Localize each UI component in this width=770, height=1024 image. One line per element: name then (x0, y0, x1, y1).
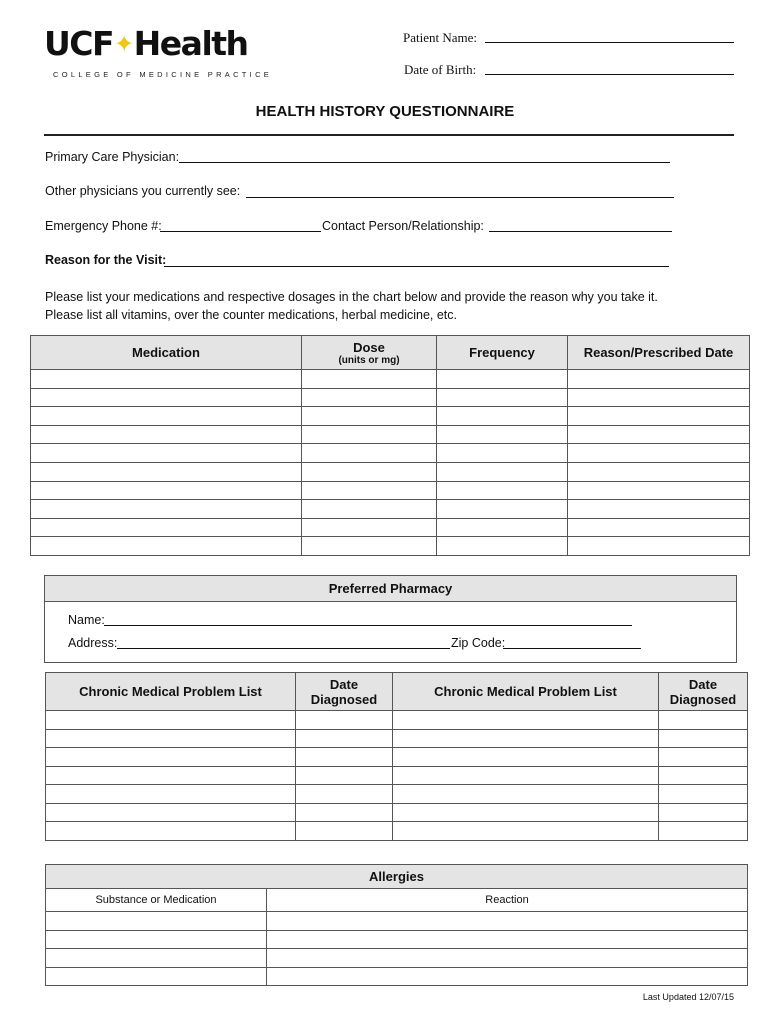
primary-care-label: Primary Care Physician: (45, 150, 180, 164)
pharmacy-address-label: Address: (68, 636, 118, 650)
logo-subtitle: COLLEGE OF MEDICINE PRACTICE (53, 70, 273, 79)
medication-row-cell[interactable] (302, 444, 437, 463)
emergency-phone-field[interactable] (160, 231, 321, 232)
chronic-problem-row-cell[interactable] (659, 729, 748, 748)
medication-row-cell[interactable] (568, 518, 750, 537)
allergy-row-cell[interactable] (46, 967, 267, 986)
medication-row-cell[interactable] (437, 388, 568, 407)
dose-header-label: Dose (353, 339, 385, 355)
pharmacy-zip-label: Zip Code: (451, 636, 506, 650)
medication-row (31, 481, 750, 500)
pharmacy-heading: Preferred Pharmacy (45, 576, 736, 602)
frequency-header: Frequency (437, 336, 568, 370)
medication-row (31, 518, 750, 537)
chronic-problem-row-cell[interactable] (393, 711, 659, 730)
medication-rows (31, 370, 750, 556)
chronic-problem-row-cell[interactable] (393, 803, 659, 822)
medication-row-cell[interactable] (31, 462, 302, 481)
title-divider (44, 134, 734, 136)
medication-row-cell[interactable] (568, 537, 750, 556)
date-diagnosed-header-1 (296, 673, 393, 711)
medication-row-cell[interactable] (568, 425, 750, 444)
dob-label: Date of Birth: (404, 62, 477, 77)
chronic-problem-row (46, 785, 748, 804)
allergies-table (45, 864, 748, 986)
chronic-problem-row-cell[interactable] (659, 748, 748, 767)
chronic-problem-row-cell[interactable] (46, 803, 296, 822)
dose-header (302, 336, 437, 370)
allergy-row-cell[interactable] (267, 930, 748, 949)
chronic-problem-header-1: Chronic Medical Problem List (46, 673, 296, 711)
chronic-problem-row (46, 748, 748, 767)
chronic-problem-row-cell[interactable] (296, 766, 393, 785)
medication-row-cell[interactable] (437, 407, 568, 426)
medication-row-cell[interactable] (437, 370, 568, 389)
chronic-problem-row-cell[interactable] (393, 748, 659, 767)
medication-row-cell[interactable] (31, 481, 302, 500)
chronic-problem-row-cell[interactable] (296, 785, 393, 804)
chronic-problem-row-cell[interactable] (296, 711, 393, 730)
allergy-row-cell[interactable] (46, 912, 267, 931)
medication-row-cell[interactable] (437, 481, 568, 500)
contact-person-label: Contact Person/Relationship: (322, 219, 484, 233)
date-diagnosed-header-2-line1: Date (688, 676, 718, 692)
medication-row (31, 407, 750, 426)
primary-care-field[interactable] (179, 162, 670, 163)
medication-row-cell[interactable] (31, 537, 302, 556)
medication-table (30, 335, 750, 556)
chronic-problem-row (46, 729, 748, 748)
allergies-heading: Allergies (46, 865, 748, 889)
medication-row-cell[interactable] (31, 388, 302, 407)
allergy-row-cell[interactable] (46, 949, 267, 968)
patient-name-label: Patient Name: (403, 30, 478, 45)
medication-row-cell[interactable] (31, 370, 302, 389)
allergy-row-cell[interactable] (267, 967, 748, 986)
chronic-problem-row-cell[interactable] (393, 766, 659, 785)
logo-text-health: Health (133, 24, 248, 63)
medication-row-cell[interactable] (302, 407, 437, 426)
chronic-problem-row-cell[interactable] (296, 748, 393, 767)
medication-header: Medication (31, 336, 302, 370)
allergy-rows (46, 912, 748, 986)
medication-row-cell[interactable] (302, 500, 437, 519)
medication-row-cell[interactable] (568, 500, 750, 519)
medication-row-cell[interactable] (568, 407, 750, 426)
emergency-phone-label: Emergency Phone #: (45, 219, 162, 233)
medication-row-cell[interactable] (302, 537, 437, 556)
date-diagnosed-header-1-line1: Date (329, 676, 359, 692)
chronic-problem-row-cell[interactable] (296, 803, 393, 822)
pharmacy-name-label: Name: (68, 613, 105, 627)
medication-row-cell[interactable] (568, 370, 750, 389)
logo-text-ucf: UCF (44, 24, 114, 63)
medication-row-cell[interactable] (437, 462, 568, 481)
chronic-problem-row-cell[interactable] (46, 822, 296, 841)
chronic-problem-row-cell[interactable] (659, 711, 748, 730)
allergy-row (46, 912, 748, 931)
allergy-row (46, 930, 748, 949)
pharmacy-zip-field[interactable] (503, 648, 641, 649)
chronic-problem-row-cell[interactable] (659, 803, 748, 822)
chronic-problem-header-2: Chronic Medical Problem List (393, 673, 659, 711)
last-updated: Last Updated 12/07/15 (642, 992, 734, 1002)
medication-row-cell[interactable] (302, 388, 437, 407)
date-diagnosed-header-1-line2: Diagnosed (310, 691, 378, 707)
chronic-problem-row-cell[interactable] (393, 785, 659, 804)
medication-row-cell[interactable] (302, 518, 437, 537)
patient-name-field[interactable] (485, 42, 734, 43)
allergy-row (46, 949, 748, 968)
medication-row-cell[interactable] (31, 444, 302, 463)
chronic-problem-row-cell[interactable] (393, 729, 659, 748)
instructions-line-1: Please list your medications and respective dosages in the chart below and provide the reason why you take it. (45, 290, 658, 304)
allergy-row-cell[interactable] (267, 912, 748, 931)
medication-row-cell[interactable] (31, 518, 302, 537)
other-physicians-label: Other physicians you currently see: (45, 184, 241, 198)
chronic-problems-table (45, 672, 748, 841)
chronic-problem-row-cell[interactable] (659, 822, 748, 841)
date-diagnosed-header-2 (659, 673, 748, 711)
medication-row-cell[interactable] (568, 388, 750, 407)
medication-row-cell[interactable] (568, 481, 750, 500)
medication-row-cell[interactable] (568, 462, 750, 481)
medication-row-cell[interactable] (302, 425, 437, 444)
medication-row-cell[interactable] (437, 425, 568, 444)
chronic-problem-row-cell[interactable] (46, 785, 296, 804)
chronic-problem-row-cell[interactable] (296, 729, 393, 748)
dose-header-units: (units or mg) (338, 354, 400, 366)
chronic-problem-row-cell[interactable] (46, 711, 296, 730)
star-icon: ✦ (114, 30, 133, 58)
chronic-problem-row (46, 766, 748, 785)
allergy-row-cell[interactable] (267, 949, 748, 968)
reaction-header: Reaction (267, 889, 748, 912)
medication-row (31, 370, 750, 389)
substance-header: Substance or Medication (46, 889, 267, 912)
medication-row-cell[interactable] (302, 481, 437, 500)
chronic-problem-row-cell[interactable] (659, 766, 748, 785)
contact-person-field[interactable] (489, 231, 672, 232)
pharmacy-address-field[interactable] (117, 648, 450, 649)
medication-row-cell[interactable] (302, 370, 437, 389)
reason-visit-label: Reason for the Visit: (45, 253, 167, 267)
allergy-row-cell[interactable] (46, 930, 267, 949)
medication-row (31, 500, 750, 519)
medication-row-cell[interactable] (302, 462, 437, 481)
chronic-problem-rows (46, 711, 748, 841)
medication-row (31, 462, 750, 481)
chronic-problem-row-cell[interactable] (296, 822, 393, 841)
page-title: HEALTH HISTORY QUESTIONNAIRE (255, 103, 515, 120)
instructions-line-2: Please list all vitamins, over the counter medications, herbal medicine, etc. (45, 308, 457, 322)
dob-field[interactable] (485, 74, 734, 75)
medication-row (31, 425, 750, 444)
chronic-problem-row-cell[interactable] (393, 822, 659, 841)
chronic-problem-row-cell[interactable] (46, 729, 296, 748)
medication-row (31, 388, 750, 407)
chronic-problem-row-cell[interactable] (46, 748, 296, 767)
medication-row-cell[interactable] (437, 444, 568, 463)
pharmacy-box (44, 575, 737, 663)
medication-row-cell[interactable] (568, 444, 750, 463)
medication-row (31, 537, 750, 556)
other-physicians-field[interactable] (246, 197, 674, 198)
medication-row-cell[interactable] (31, 500, 302, 519)
chronic-problem-row (46, 711, 748, 730)
medication-row-cell[interactable] (437, 518, 568, 537)
medication-row-cell[interactable] (31, 425, 302, 444)
reason-date-header: Reason/Prescribed Date (568, 336, 750, 370)
ucf-health-logo (44, 26, 248, 65)
chronic-problem-row-cell[interactable] (46, 766, 296, 785)
chronic-problem-row (46, 803, 748, 822)
allergy-row (46, 967, 748, 986)
chronic-problem-row-cell[interactable] (659, 785, 748, 804)
medication-row (31, 444, 750, 463)
medication-row-cell[interactable] (437, 500, 568, 519)
medication-row-cell[interactable] (437, 537, 568, 556)
pharmacy-name-field[interactable] (104, 625, 632, 626)
chronic-problem-row (46, 822, 748, 841)
reason-visit-field[interactable] (164, 266, 669, 267)
medication-row-cell[interactable] (31, 407, 302, 426)
date-diagnosed-header-2-line2: Diagnosed (669, 691, 737, 707)
